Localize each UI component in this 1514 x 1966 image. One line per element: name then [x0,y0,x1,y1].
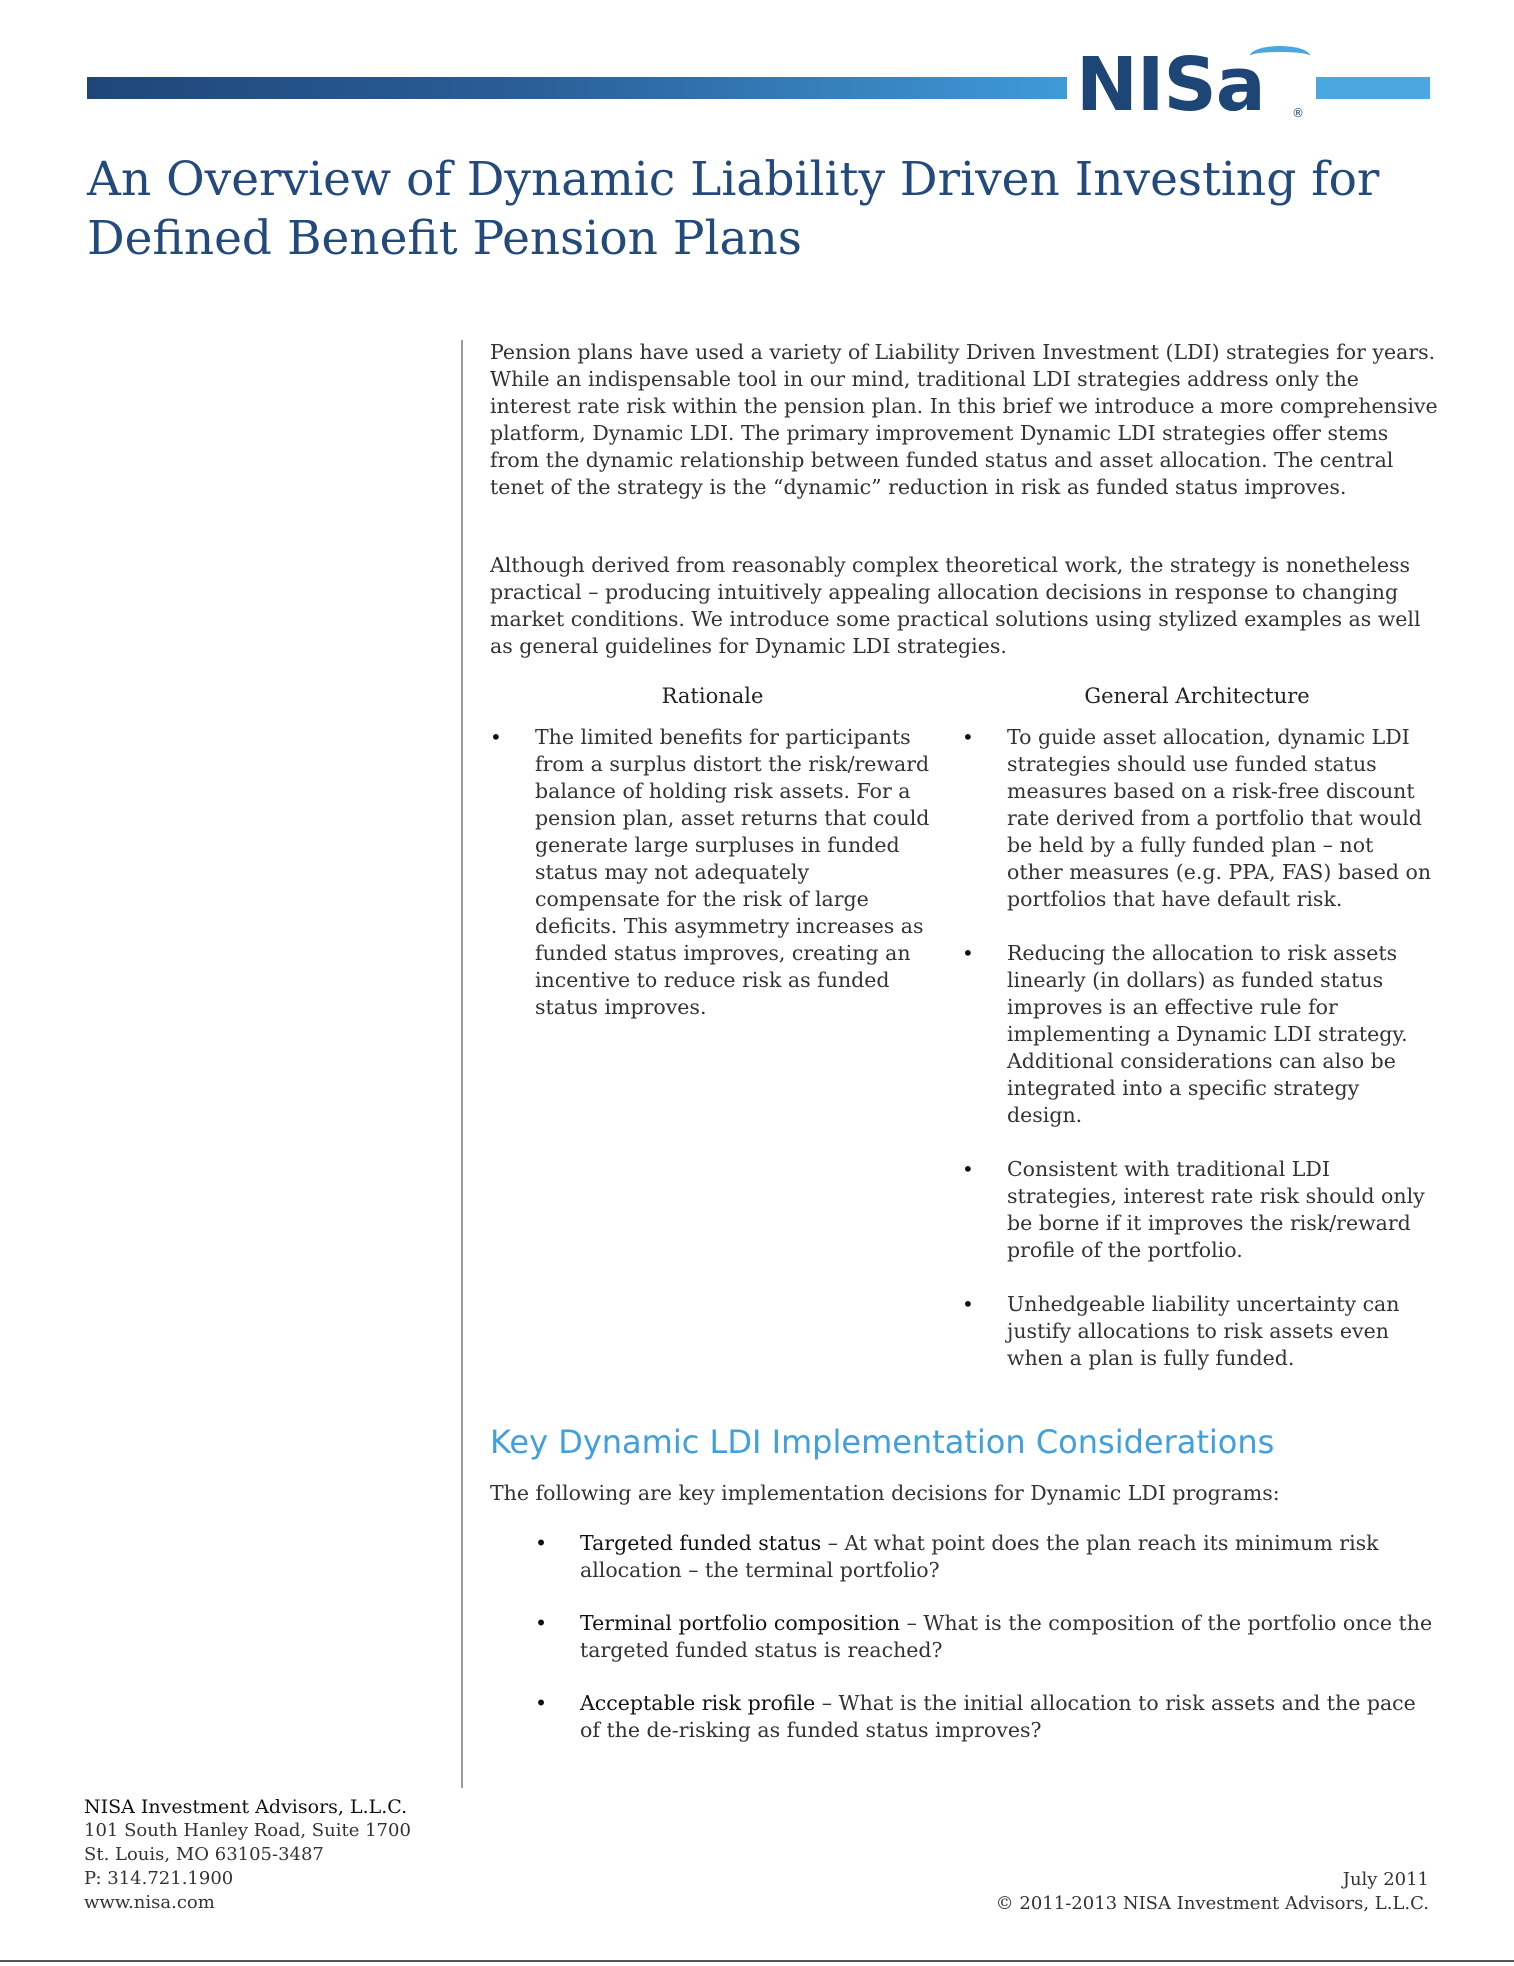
list-item [962,724,1432,913]
logo-registered-mark: ® [1292,106,1304,120]
bullet-icon: • [490,725,502,749]
bullet-icon: • [962,1292,974,1316]
list-item-text: To guide asset allocation, dynamic LDI strategies should use funded status measures based on a risk-free discount rate derived from a portfolio that would be held by a fully funded plan – not other measures (e.g. PPA, FAS) based on portfolios that have default risk. [1007,725,1432,911]
bullet-icon: • [535,1691,548,1715]
nisa-logo: NISa [1076,42,1265,128]
footer-website-link[interactable]: www.nisa.com [84,1892,215,1913]
footer-company: NISA Investment Advisors, L.L.C. [84,1796,408,1818]
list-item-text: – At what point does the plan reach its minimum risk allocation – the terminal portfolio? [580,1531,1379,1582]
list-item [962,1156,1432,1264]
footer-date: July 2011 [1342,1869,1429,1890]
document-title [87,150,1447,268]
footer-phone: P: 314.721.1900 [84,1868,234,1889]
list-item-lead: Acceptable risk profile [580,1691,816,1715]
list-item-text: Consistent with traditional LDI strategies, interest rate risk should only be borne if it improves the risk/reward profile of the portfolio. [1007,1157,1425,1262]
header-accent-bar [1316,77,1430,99]
footer-copyright: © 2011-2013 NISA Investment Advisors, L.L.C. [995,1893,1429,1914]
list-item [535,1610,1435,1664]
key-considerations-list [535,1530,1435,1770]
bullet-icon: • [535,1531,548,1555]
logo-swoosh-icon [1250,46,1310,66]
list-item-lead: Targeted funded status [580,1531,822,1555]
list-item-lead: Terminal portfolio composition [580,1611,901,1635]
column-divider [461,340,463,1788]
list-item [490,724,940,1021]
list-item-text: – What is the composition of the portfolio once the targeted funded status is reached? [580,1611,1433,1662]
intro-paragraph-1: Pension plans have used a variety of Liability Driven Investment (LDI) strategies for years. While an indispensable tool in our mind, traditional LDI strategies address only the interest rate risk within the pension plan. In this brief we introduce a more comprehensive platform, Dynamic LDI. The primary improvement Dynamic LDI strategies offer stems from the dynamic relationship between funded status and asset allocation. The central tenet of the strategy is the “dynamic” reduction in risk as funded status improves. [490,340,1438,499]
rationale-heading: Rationale [661,684,764,708]
list-item-text: Reducing the allocation to risk assets linearly (in dollars) as funded status improves is an effective rule for implementing a Dynamic LDI strategy. Additional considerations can also be integrated into a specific strategy design. [1007,941,1408,1127]
list-item-text: – What is the initial allocation to risk assets and the pace of the de-risking as funded status improves? [580,1691,1416,1742]
architecture-list [962,724,1432,1399]
header-gradient-bar [87,77,1067,99]
title-line-1: An Overview of Dynamic Liability Driven Investing for [87,152,1380,207]
list-item [535,1690,1435,1744]
key-considerations-heading: Key Dynamic LDI Implementation Considerations [490,1423,1275,1461]
list-item [962,940,1432,1129]
footer-date-block [929,1868,1429,1916]
footer-address-line-1: 101 South Hanley Road, Suite 1700 [84,1820,411,1841]
bullet-icon: • [962,725,974,749]
bullet-icon: • [962,1157,974,1181]
title-line-2: Defined Benefit Pension Plans [87,211,802,266]
architecture-heading: General Architecture [1084,684,1310,708]
list-item-text: Unhedgeable liability uncertainty can justify allocations to risk assets even when a plan is fully funded. [1007,1292,1400,1370]
footer-address-line-2: St. Louis, MO 63105-3487 [84,1844,324,1865]
key-considerations-intro: The following are key implementation decisions for Dynamic LDI programs: [490,1481,1280,1505]
bullet-icon: • [962,941,974,965]
footer-address [84,1795,484,1915]
bullet-icon: • [535,1611,548,1635]
rationale-list [490,724,940,1021]
intro-paragraph-2: Although derived from reasonably complex theoretical work, the strategy is nonetheless practical – producing intuitively appealing allocation decisions in response to changing market conditions. We introduce some practical solutions using stylized examples as well as general guidelines for Dynamic LDI strategies. [490,553,1421,658]
list-item [535,1530,1435,1584]
list-item-text: The limited benefits for participants from a surplus distort the risk/reward balance of holding risk assets. For a pension plan, asset returns that could generate large surpluses in funded status may not adequately compensate for the risk of large deficits. This asymmetry increases as funded status improves, creating an incentive to reduce risk as funded status improves. [535,725,930,1019]
page-bottom-rule [0,1960,1514,1962]
list-item [962,1291,1432,1372]
